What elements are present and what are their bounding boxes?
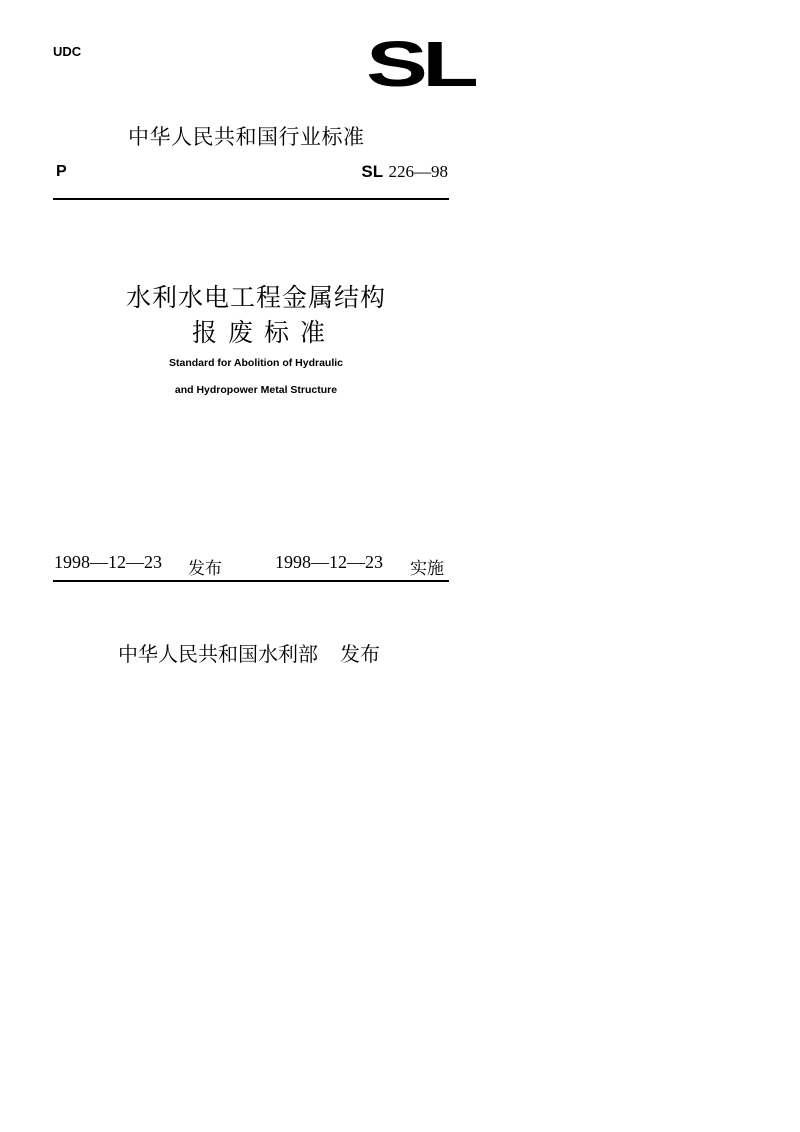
- standard-number-value: 226—98: [388, 162, 448, 181]
- standard-number: [361, 162, 448, 182]
- standard-number-prefix: SL: [361, 162, 384, 181]
- classification-code: P: [56, 163, 67, 180]
- english-title-line1: Standard for Abolition of Hydraulic: [168, 357, 344, 369]
- publisher-action: 发布: [340, 642, 380, 666]
- header-divider: [53, 198, 449, 200]
- udc-label: UDC: [53, 44, 82, 59]
- dates-divider: [53, 580, 449, 582]
- english-title-line2: and Hydropower Metal Structure: [174, 384, 338, 396]
- publisher-name: 中华人民共和国水利部: [118, 642, 318, 666]
- effective-date: 1998—12—23: [275, 552, 383, 572]
- document-title-line2: 报废标准: [191, 318, 336, 347]
- sl-logo: SL: [366, 28, 473, 100]
- industry-standard-heading: 中华人民共和国行业标准: [128, 125, 365, 149]
- document-title: 水利水电工程金属结构: [125, 283, 386, 312]
- publisher-line: [118, 638, 380, 667]
- effective-label: 实施: [410, 559, 444, 579]
- issue-label: 发布: [188, 559, 222, 579]
- issue-date: 1998—12—23: [54, 552, 162, 572]
